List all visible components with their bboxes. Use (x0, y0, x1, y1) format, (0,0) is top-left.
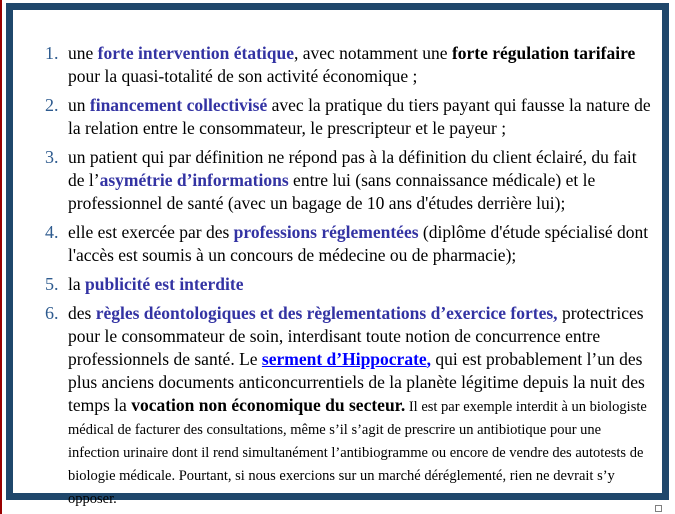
item-number: 2. (45, 95, 59, 115)
text-segment: publicité est interdite (85, 274, 244, 294)
list-item (45, 221, 652, 267)
text-segment: avec la pratique du tiers payant qui fausse la nature de la relation entre le consommateur, le prescripteur et le payeur ; (68, 95, 651, 138)
resize-handle[interactable] (655, 505, 662, 512)
text-segment: pour la quasi-totalité de son activité économique ; (68, 66, 418, 86)
list-item (45, 146, 652, 215)
item-text (68, 94, 652, 140)
text-segment: un patient qui par définition ne répond pas à la définition du client éclairé, du fait de l’ (68, 147, 637, 190)
text-segment: financement collectivisé (89, 95, 268, 115)
text-segment: forte régulation tarifaire (451, 43, 636, 63)
text-segment: vocation non économique du secteur. (131, 395, 406, 415)
text-segment: des (68, 303, 96, 323)
list-item (45, 273, 652, 296)
text-segment: , (426, 349, 432, 369)
left-red-line (0, 0, 2, 514)
text-segment: un (68, 95, 90, 115)
item-text (68, 42, 652, 88)
item-number: 6. (45, 303, 59, 323)
text-segment: (diplôme d'étude spécialisé dont l'accès est soumis à un concours de médecine ou de pharmacie); (68, 222, 649, 265)
slide-frame (6, 3, 669, 507)
list-item (45, 94, 652, 140)
item-text (68, 221, 652, 267)
numbered-list (13, 10, 662, 507)
text-segment: forte intervention étatique (97, 43, 294, 63)
item-text (68, 146, 652, 215)
text-segment: règles déontologiques et des règlementations d’exercice fortes, (95, 303, 558, 323)
item-text (68, 302, 652, 509)
hippocrate-link[interactable]: serment d’Hippocrate (261, 349, 427, 369)
text-segment: qui est probablement l’un des plus anciens documents anticoncurrentiels de la planète légitime depuis la nuit des temps la (68, 349, 645, 415)
text-segment: la (68, 274, 86, 294)
item-text (68, 273, 652, 296)
text-segment: une (68, 43, 98, 63)
item-number: 5. (45, 274, 59, 294)
text-segment: professions réglementées (233, 222, 419, 242)
list-item (45, 302, 652, 509)
text-segment: Il est par exemple interdit à un biologiste médical de facturer des consultations, même s’il s’agit de prescrire un antibiotique pour une infection urinaire dont il rend simultanément l’antibiogramme ou encore de vendre des autotests de biologie médicale. Pourtant, si nous exercions sur un marché déréglementé, rien ne devrait s’y opposer. (68, 399, 647, 507)
item-number: 4. (45, 222, 59, 242)
text-segment: elle est exercée par des (68, 222, 234, 242)
item-number: 3. (45, 147, 59, 167)
text-segment: protectrices pour le consommateur de soin, interdisant toute notion de concurrence entre professionnels de santé. Le (68, 303, 644, 369)
text-segment: , avec notamment une (294, 43, 452, 63)
list-item (45, 42, 652, 88)
item-number: 1. (45, 43, 59, 63)
text-segment: asymétrie d’informations (99, 170, 289, 190)
text-segment: entre lui (sans connaissance médicale) et le professionnel de santé (avec un bagage de 10 ans d'études derrière lui); (68, 170, 596, 213)
